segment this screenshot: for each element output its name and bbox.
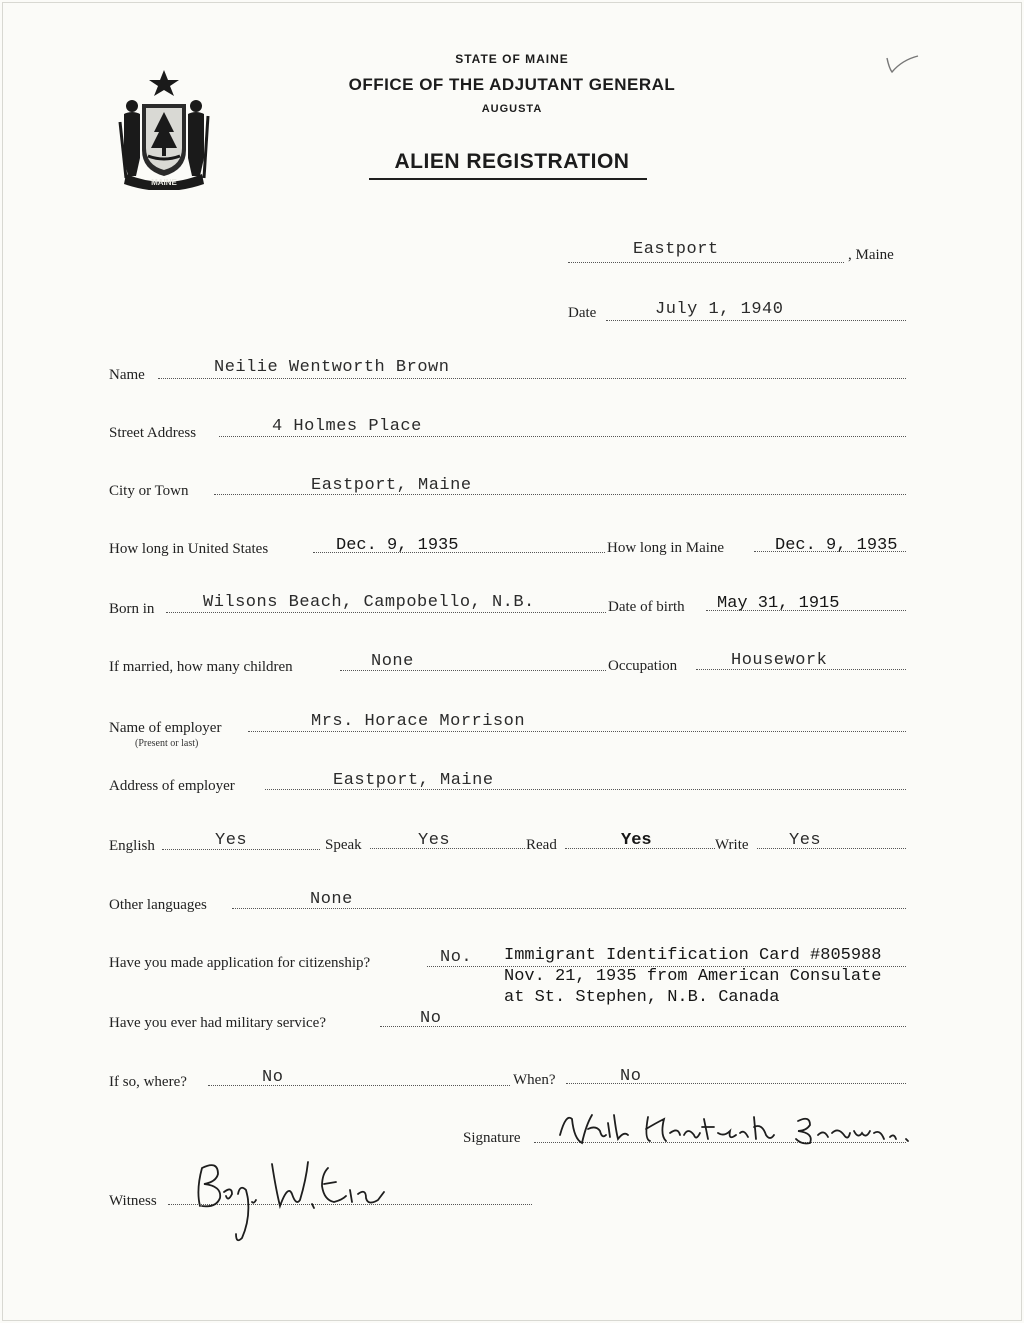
other-languages-value: None xyxy=(310,890,353,909)
location-value: Eastport xyxy=(633,240,719,259)
children-label: If married, how many children xyxy=(109,659,293,675)
form-title: ALIEN REGISTRATION xyxy=(394,150,630,173)
dob-label: Date of birth xyxy=(608,599,685,615)
citizenship-card-line: Immigrant Identification Card #805988 xyxy=(504,946,882,965)
us-duration-label: How long in United States xyxy=(109,541,269,557)
signature-label: Signature xyxy=(463,1130,521,1146)
occupation-value: Housework xyxy=(731,651,828,670)
employer-label: Name of employer xyxy=(109,720,222,736)
employer-value: Mrs. Horace Morrison xyxy=(311,712,526,731)
city-label: City or Town xyxy=(109,483,189,499)
citizenship-consulate-line: at St. Stephen, N.B. Canada xyxy=(504,988,780,1007)
english-label: English xyxy=(109,838,155,854)
where-value: No xyxy=(262,1068,284,1087)
check-mark xyxy=(884,52,924,76)
header-state: STATE OF MAINE xyxy=(455,52,569,66)
write-value: Yes xyxy=(789,831,822,850)
applicant-signature xyxy=(548,1105,928,1155)
where-label: If so, where? xyxy=(109,1074,187,1090)
born-in-value: Wilsons Beach, Campobello, N.B. xyxy=(203,593,535,612)
maine-duration-value: Dec. 9, 1935 xyxy=(775,536,898,555)
header-office: OFFICE OF THE ADJUTANT GENERAL xyxy=(348,75,676,94)
english-value: Yes xyxy=(215,831,248,850)
name-value: Neilie Wentworth Brown xyxy=(214,358,450,377)
read-value: Yes xyxy=(621,831,652,850)
military-label: Have you ever had military service? xyxy=(109,1015,326,1031)
speak-value: Yes xyxy=(418,831,451,850)
date-value: July 1, 1940 xyxy=(655,300,784,319)
street-label: Street Address xyxy=(109,425,197,441)
employer-address-label: Address of employer xyxy=(109,778,235,794)
citizenship-value: No. xyxy=(440,948,473,967)
born-in-label: Born in xyxy=(109,601,155,617)
state-seal-icon xyxy=(112,66,216,190)
location-suffix: , Maine xyxy=(848,247,894,263)
citizenship-label: Have you made application for citizenship? xyxy=(109,955,371,971)
street-value: 4 Holmes Place xyxy=(272,417,422,436)
occupation-label: Occupation xyxy=(608,658,678,674)
witness-signature xyxy=(188,1150,408,1250)
header-city: AUGUSTA xyxy=(481,103,543,115)
employer-address-value: Eastport, Maine xyxy=(333,771,494,790)
read-label: Read xyxy=(526,837,557,853)
write-label: Write xyxy=(715,837,749,853)
children-value: None xyxy=(371,652,414,671)
date-label: Date xyxy=(568,305,597,321)
when-value: No xyxy=(620,1067,642,1086)
citizenship-date-line: Nov. 21, 1935 from American Consulate xyxy=(504,967,882,986)
other-languages-label: Other languages xyxy=(109,897,207,913)
title-underline xyxy=(369,178,647,180)
dob-value: May 31, 1915 xyxy=(717,594,840,613)
maine-duration-label: How long in Maine xyxy=(607,540,725,556)
name-label: Name xyxy=(109,367,145,383)
when-label: When? xyxy=(513,1072,556,1088)
city-value: Eastport, Maine xyxy=(311,476,472,495)
witness-label: Witness xyxy=(109,1193,157,1209)
military-value: No xyxy=(420,1009,442,1028)
seal-banner-text: MAINE xyxy=(151,178,177,187)
us-duration-value: Dec. 9, 1935 xyxy=(336,536,459,555)
employer-note: (Present or last) xyxy=(135,738,199,749)
speak-label: Speak xyxy=(325,837,362,853)
